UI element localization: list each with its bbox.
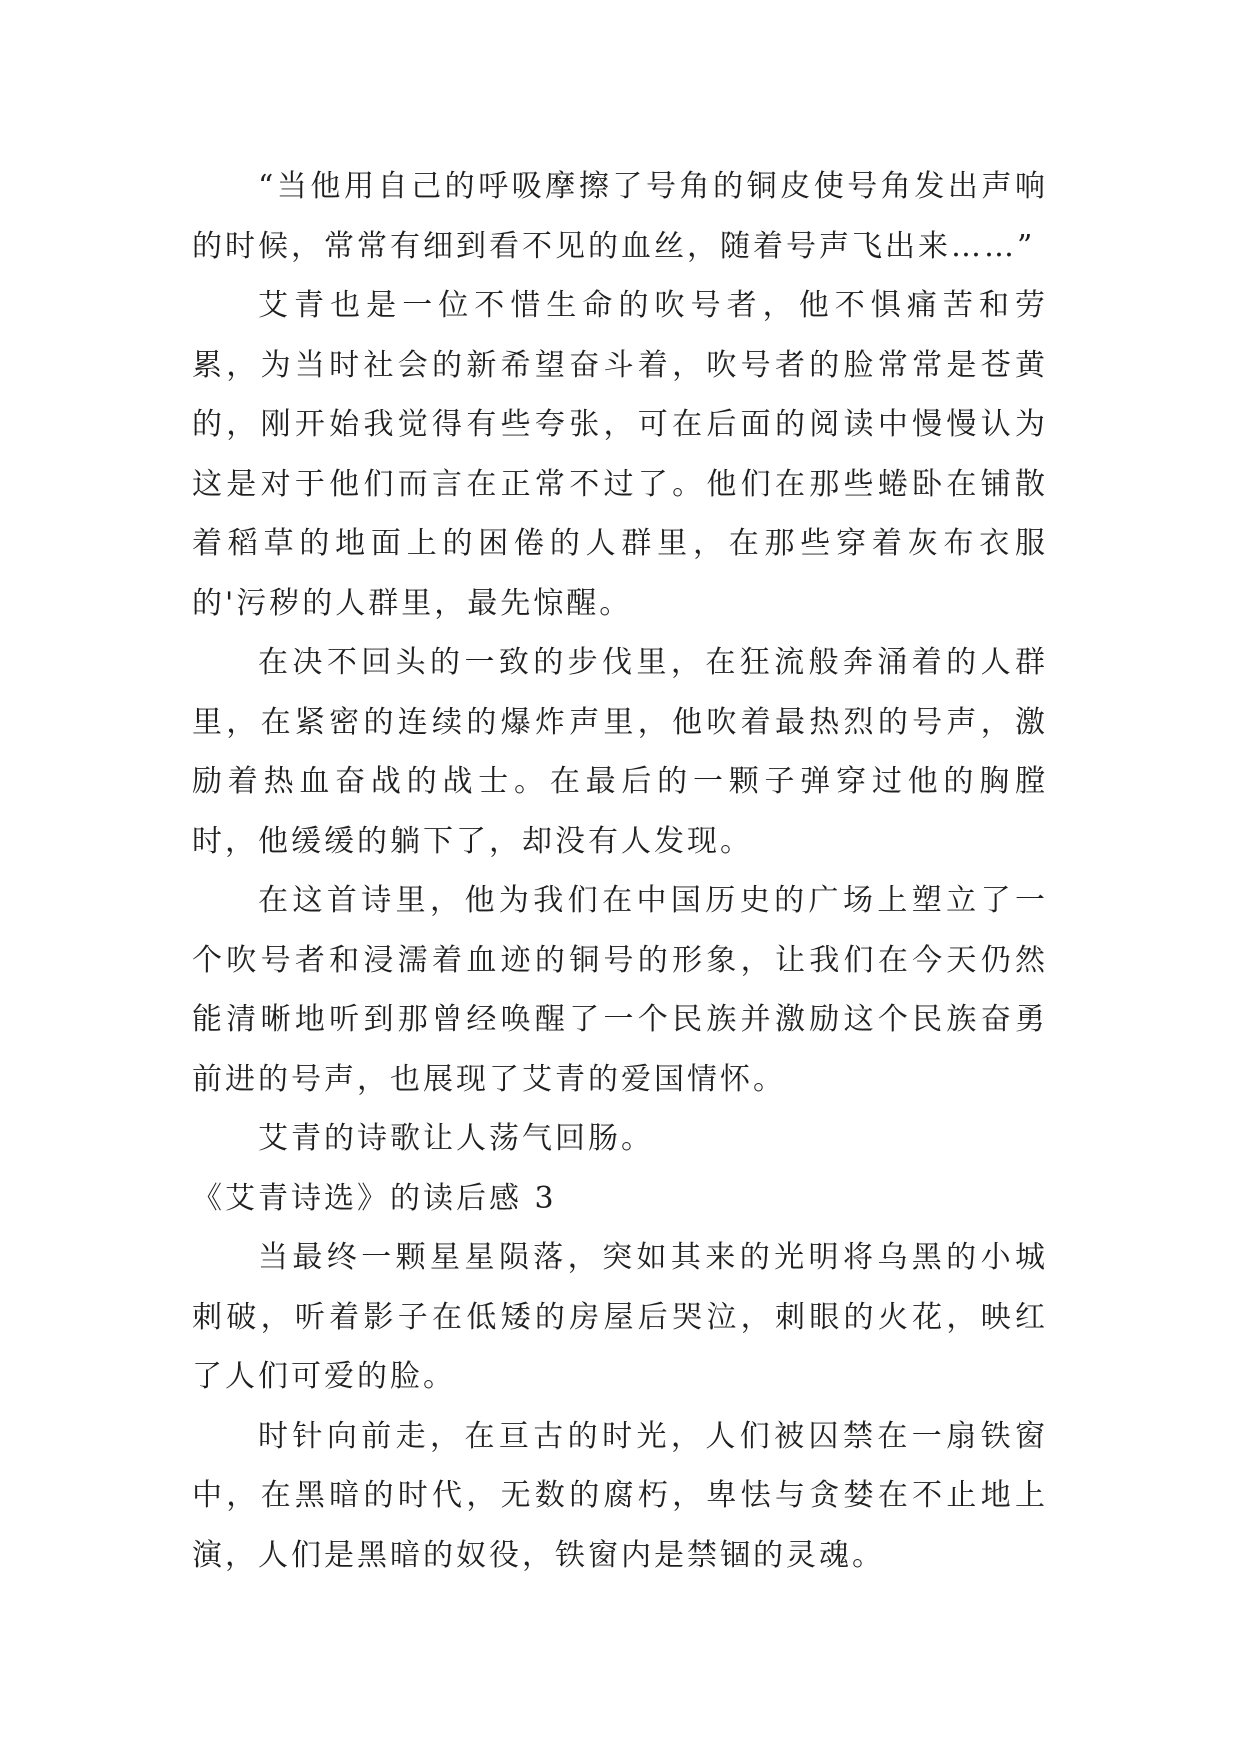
paragraph-quote: “当他用自己的呼吸摩擦了号角的铜皮使号角发出声响的时候，常常有细到看不见的血丝，随着号声飞出来……” xyxy=(192,169,1048,264)
paragraph-iron-window: 时针向前走，在亘古的时光，人们被囚禁在一扇铁窗中，在黑暗的时代，无数的腐朽，卑怯与贪婪在不止地上演，人们是黑暗的奴役，铁窗内是禁锢的灵魂。 xyxy=(192,1418,1048,1573)
section-heading: 《艾青诗选》的读后感 3 xyxy=(192,1180,557,1216)
paragraph-bugler: 艾青也是一位不惜生命的吹号者，他不惧痛苦和劳累，为当时社会的新希望奋斗着，吹号者的脸常常是苍黄的，刚开始我觉得有些夸张，可在后面的阅读中慢慢认为这是对于他们而言在正常不过了。他们在那些蜷卧在铺散着稻草的地面上的困倦的人群里，在那些穿着灰布衣服的'污秽的人群里，最先惊醒。 xyxy=(192,288,1048,621)
paragraph-conclusion: 艾青的诗歌让人荡气回肠。 xyxy=(258,1121,654,1156)
paragraph-poem-image: 在这首诗里，他为我们在中国历史的广场上塑立了一个吹号者和浸濡着血迹的铜号的形象，让我们在今天仍然能清晰地听到那曾经唤醒了一个民族并激励这个民族奋勇前进的号声，也展现了艾青的爱国情怀。 xyxy=(192,883,1048,1097)
paragraph-march: 在决不回头的一致的步伐里，在狂流般奔涌着的人群里，在紧密的连续的爆炸声里，他吹着最热烈的号声，激励着热血奋战的战士。在最后的一颗子弹穿过他的胸膛时，他缓缓的躺下了，却没有人发现。 xyxy=(192,645,1048,859)
document-body xyxy=(192,157,1048,1585)
paragraph-star-falls: 当最终一颗星星陨落，突如其来的光明将乌黑的小城刺破，听着影子在低矮的房屋后哭泣，刺眼的火花，映红了人们可爱的脸。 xyxy=(192,1240,1048,1394)
